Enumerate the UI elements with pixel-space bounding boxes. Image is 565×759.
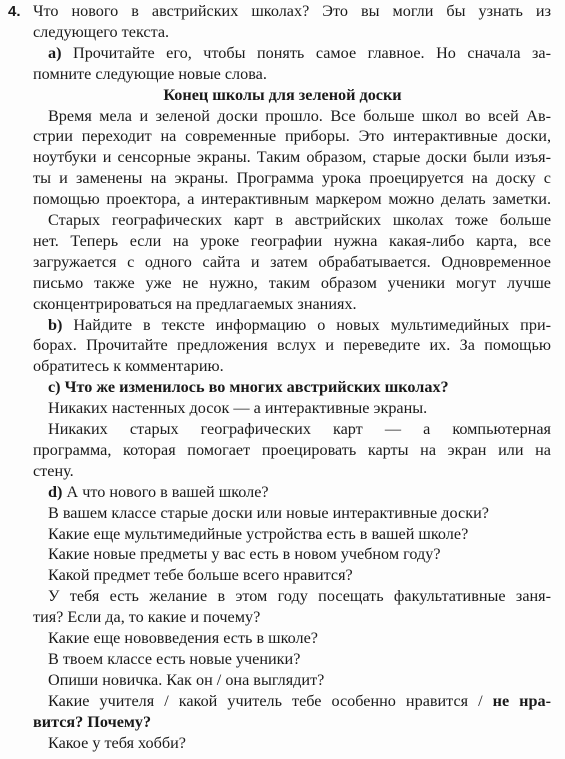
intro-line-2: следующего текста. <box>33 22 170 41</box>
task-c-heading: c) Что же изменилось во многих австрийских школах? <box>48 378 449 397</box>
paragraph-1-line-2: стрии переходит на современные приборы. Это интерактивные доски, <box>33 127 551 146</box>
task-c-line-3: программа, которая помогает проецировать карты на экран или на <box>33 440 551 459</box>
question-5-line-2: тия? Если да, то какие и почему? <box>33 608 261 627</box>
task-c-line-4: стену. <box>33 461 74 480</box>
question-6: Какие еще нововведения есть в школе? <box>48 629 318 647</box>
paragraph-1-line-1: Время мела и зеленой доски прошло. Все больше школ во всей Ав- <box>48 106 551 125</box>
question-5-line-1: У тебя есть желание в этом году посещать факультативные заня- <box>48 587 551 606</box>
paragraph-2-line-3: загружается с одного сайта и затем обрабатывается. Одновременное <box>33 252 551 271</box>
task-b-line-2: борах. Прочитайте предложения вслух и переведите их. За помощью <box>33 336 551 355</box>
task-a-line-1: а) Прочитайте его, чтобы понять самое главное. Но сначала за- <box>48 43 551 62</box>
question-1: В вашем классе старые доски или новые интерактивные доски? <box>48 503 489 522</box>
task-a-line-2: помните следующие новые слова. <box>33 64 267 83</box>
task-d-heading: d) А что нового в вашей школе? <box>48 482 269 501</box>
paragraph-2-line-2: нет. Теперь если на уроке географии нужна какая-либо карта, все <box>33 231 551 250</box>
question-10: Какое у тебя хобби? <box>48 733 186 752</box>
question-7: В твоем классе есть новые ученики? <box>48 649 301 668</box>
exercise-number: 4. <box>8 3 21 20</box>
question-2: Какие еще мультимедийные устройства есть в вашей школе? <box>48 524 469 543</box>
paragraph-2-line-4: письмо также уже не нужно, таким образом ученики могут лучше <box>33 273 551 292</box>
intro-line-1: Что нового в австрийских школах? Это вы могли бы узнать из <box>33 2 551 20</box>
question-4: Какой предмет тебе больше всего нравится? <box>48 566 353 585</box>
question-9-line-2: вится? Почему? <box>33 712 152 731</box>
task-c-line-1: Никаких настенных досок — а интерактивные экраны. <box>48 399 428 418</box>
task-c-line-2: Никаких старых географических карт — а компьютерная <box>48 420 551 438</box>
paragraph-1-line-4: ты и заменены на экраны. Программа урока проецируется на доску с <box>33 169 551 188</box>
paragraph-1-line-3: ноутбуки и сенсорные экраны. Таким образом, старые доски были изъя- <box>33 148 551 167</box>
question-8: Опиши новичка. Как он / она выглядит? <box>48 670 325 689</box>
text-heading: Конец школы для зеленой доски <box>163 85 402 104</box>
question-3: Какие новые предметы у вас есть в новом учебном году? <box>48 545 441 564</box>
task-b-line-3: обратитесь к комментарию. <box>33 357 224 376</box>
paragraph-1-line-5: помощью проектора, а интерактивным маркером можно делать заметки. <box>33 190 551 209</box>
question-9-line-1: Какие учителя / какой учитель тебе особенно нравится / не нра- <box>48 691 551 710</box>
paragraph-2-line-5: сконцентрироваться на предлагаемых знаниях. <box>33 294 357 313</box>
task-b-line-1: b) Найдите в тексте информацию о новых мультимедийных при- <box>48 315 551 334</box>
paragraph-2-line-1: Старых географических карт в австрийских школах тоже больше <box>48 211 551 229</box>
